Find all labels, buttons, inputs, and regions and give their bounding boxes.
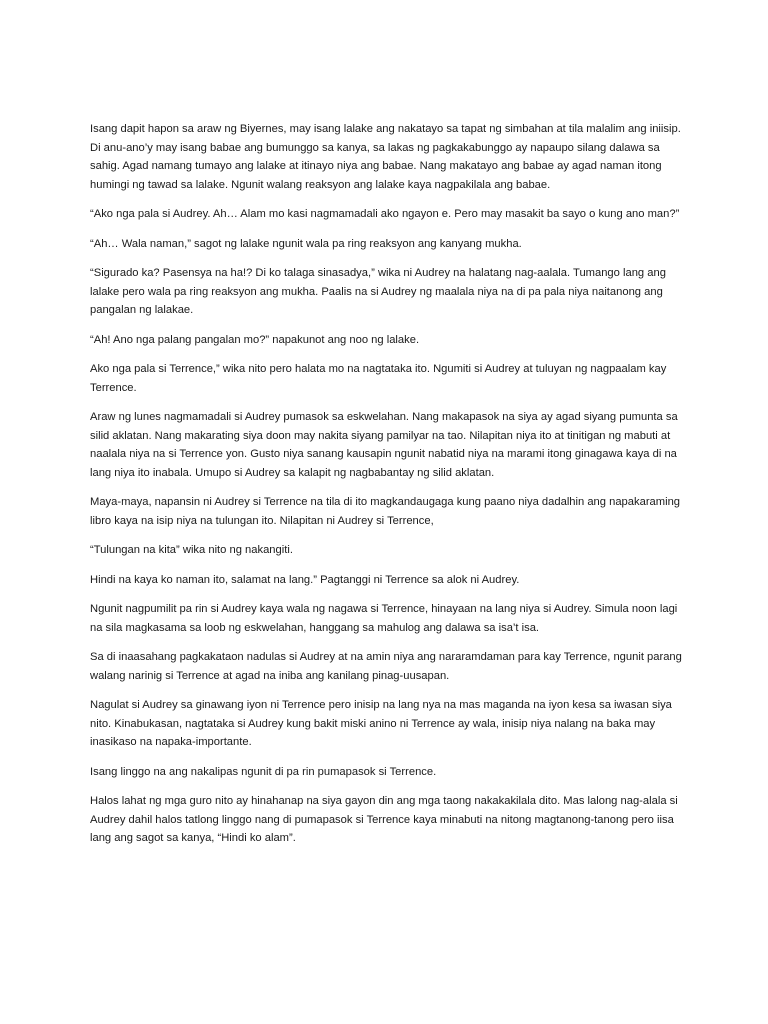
document-body	[90, 120, 688, 859]
paragraph: “Ako nga pala si Audrey. Ah… Alam mo kasi nagmamadali ako ngayon e. Pero may masakit ba sayo o kung ano man?”	[90, 208, 680, 220]
paragraph: Ngunit nagpumilit pa rin si Audrey kaya wala ng nagawa si Terrence, hinayaan na lang niya si Audrey. Simula noon lagi na sila magkasama sa loob ng eskwelahan, hanggang sa mahulog ang dalawa sa isa’t isa.	[90, 603, 678, 634]
paragraph: “Ah! Ano nga palang pangalan mo?” napakunot ang noo ng lalake.	[90, 333, 420, 346]
paragraph: Isang linggo na ang nakalipas ngunit di pa rin pumapasok si Terrence.	[90, 765, 437, 778]
paragraph: Isang dapit hapon sa araw ng Biyernes, may isang lalake ang nakatayo sa tapat ng simbahan at tila malalim ang iniisip. Di anu-ano’y may isang babae ang bumunggo sa kanya, sa lakas ng pagkakabunggo ay napaupo silang dalawa sa sahig. Agad namang tumayo ang lalake at itinayo niya ang babae. Nang makatayo ang babae ay agad naman itong humingi ng tawad sa lalake. Ngunit walang reaksyon ang lalake kaya nagpakilala ang babae.	[90, 123, 681, 191]
paragraph: Nagulat si Audrey sa ginawang iyon ni Terrence pero inisip na lang nya na mas maganda na iyon kesa sa iwasan siya nito. Kinabukasan, nagtataka si Audrey kung bakit miski anino ni Terrence ay wala, inisip niya nalang na baka may inasikaso na napaka-importante.	[90, 699, 672, 748]
paragraph: Maya-maya, napansin ni Audrey si Terrence na tila di ito magkandaugaga kung paano niya dadalhin ang napakaraming libro kaya na isip niya na tulungan ito. Nilapitan ni Audrey si Terrence,	[90, 496, 681, 527]
paragraph: “Ah… Wala naman,” sagot ng lalake ngunit wala pa ring reaksyon ang kanyang mukha.	[90, 237, 522, 250]
paragraph: Sa di inaasahang pagkakataon nadulas si Audrey at na amin niya ang nararamdaman para kay Terrence, ngunit parang walang narinig si Terrence at agad na iniba ang kanilang pinag-uusapan.	[90, 651, 682, 682]
paragraph: Ako nga pala si Terrence,” wika nito pero halata mo na nagtataka ito. Ngumiti si Audrey at tuluyan ng nagpaalam kay Terrence.	[90, 363, 667, 394]
paragraph: “Sigurado ka? Pasensya na ha!? Di ko talaga sinasadya,” wika ni Audrey na halatang nag-aalala. Tumango lang ang lalake pero wala pa ring reaksyon ang mukha. Paalis na si Audrey ng maalala niya na di pa pala niya naitanong ang pangalan ng lalakae.	[90, 267, 666, 316]
paragraph: “Tulungan na kita” wika nito ng nakangiti.	[90, 544, 293, 556]
paragraph: Hindi na kaya ko naman ito, salamat na lang.” Pagtanggi ni Terrence sa alok ni Audrey.	[90, 573, 520, 586]
paragraph: Araw ng lunes nagmamadali si Audrey pumasok sa eskwelahan. Nang makapasok na siya ay agad siyang pumunta sa silid aklatan. Nang makarating siya doon may nakita siyang pamilyar na tao. Nilapitan niya ito at tinitigan ng mabuti at naalala niya na si Terrence yon. Gusto niya sanang kausapin ngunit nabatid niya na marami itong ginagawa kaya di na lang niya ito inabala. Umupo si Audrey sa kalapit ng nagbabantay ng silid aklatan.	[90, 411, 678, 479]
paragraph: Halos lahat ng mga guro nito ay hinahanap na siya gayon din ang mga taong nakakakilala dito. Mas lalong nag-alala si Audrey dahil halos tatlong linggo nang di pumapasok si Terrence kaya minabuti na nitong magtanong-tanong pero iisa lang ang sagot sa kanya, “Hindi ko alam”.	[90, 795, 678, 844]
